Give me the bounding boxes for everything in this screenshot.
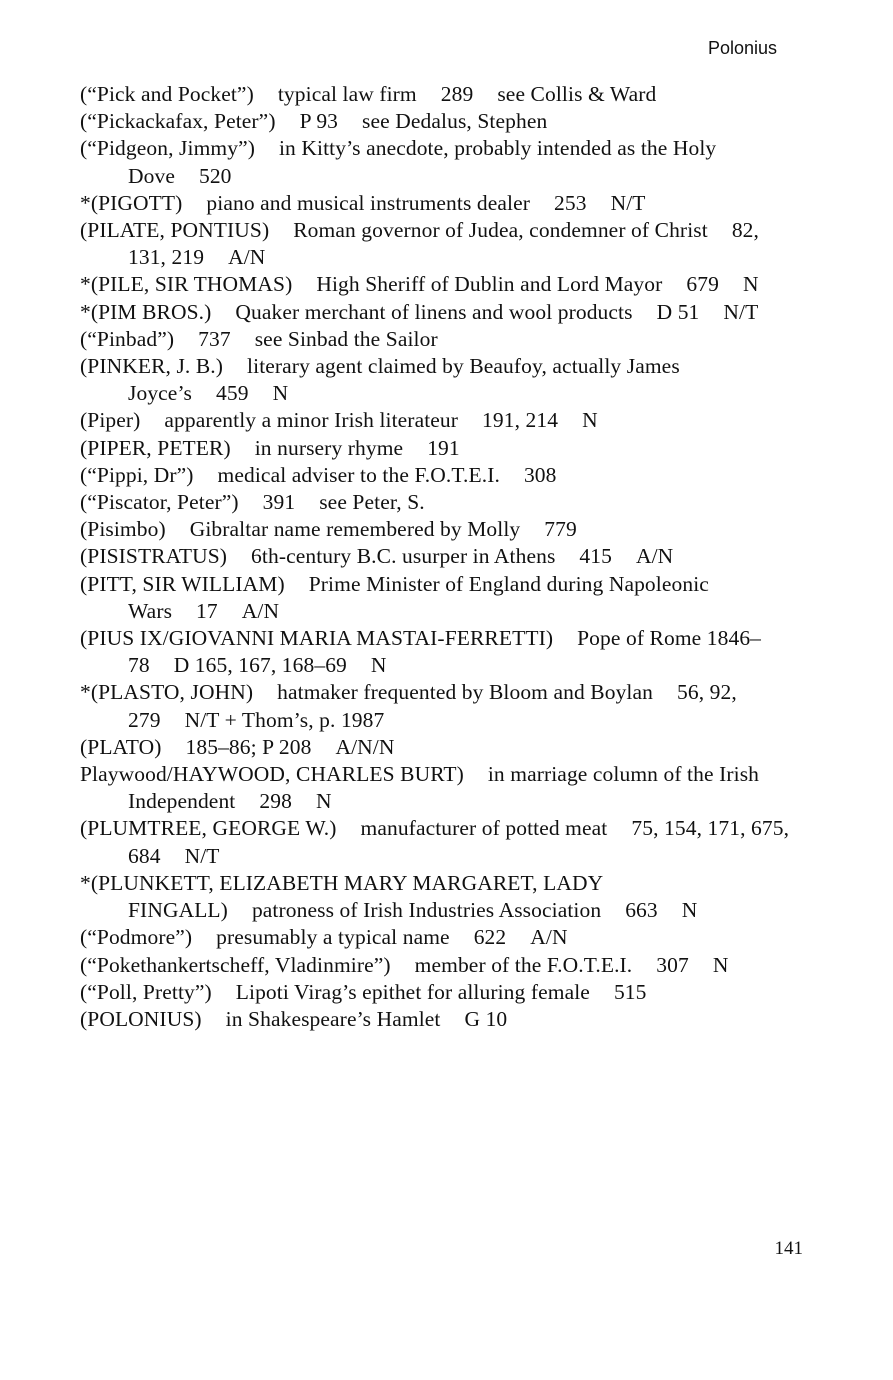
- entry-description: 737: [198, 326, 231, 351]
- entry-heading: (PILATE, PONTIUS): [80, 218, 270, 243]
- index-entry: [80, 353, 790, 407]
- entry-note: N: [712, 952, 729, 977]
- entry-reference: 75, 154, 171, 675, 684: [128, 816, 790, 868]
- entry-reference: 17: [196, 598, 218, 623]
- entry-reference: see Peter, S.: [319, 490, 425, 515]
- entry-reference: 253: [554, 190, 587, 215]
- entry-note: see Collis & Ward: [497, 82, 657, 106]
- entry-heading: Playwood/HAYWOOD, CHARLES BURT): [80, 762, 464, 787]
- entry-note: N/T: [723, 299, 759, 324]
- index-entry: [80, 299, 790, 326]
- entry-description: member of the F.O.T.E.I.: [414, 952, 633, 977]
- entry-heading: (PISISTRATUS): [80, 544, 228, 569]
- entry-description: 185–86; P 208: [185, 734, 312, 759]
- entry-heading: (PIPER, PETER): [80, 435, 231, 460]
- entry-note: N/T: [610, 190, 646, 215]
- index-entry: [80, 679, 790, 733]
- entry-description: 6th-century B.C. usurper in Athens: [251, 544, 556, 569]
- entry-reference: 82, 131, 219: [128, 218, 759, 270]
- entry-heading: (Piper): [80, 408, 141, 433]
- index-entry: [80, 924, 790, 951]
- entry-heading: *(PIGOTT): [80, 190, 183, 215]
- entry-description: in Shakespeare’s Hamlet: [225, 1006, 441, 1031]
- entry-note: A/N: [228, 245, 266, 270]
- entry-heading: (“Pinbad”): [80, 326, 175, 351]
- index-entry: [80, 761, 790, 815]
- entry-note: N/T: [184, 843, 220, 868]
- entry-reference: see Sinbad the Sailor: [254, 326, 438, 351]
- entry-heading: (Pisimbo): [80, 517, 166, 542]
- index-entry: [80, 435, 790, 462]
- entry-note: A/N: [530, 925, 568, 950]
- entry-reference: G 10: [464, 1006, 508, 1031]
- entry-reference: 307: [656, 952, 689, 977]
- entry-heading: (PLATO): [80, 734, 162, 759]
- entry-reference: 56, 92, 279: [128, 680, 737, 732]
- entry-description: literary agent claimed by Beaufoy, actually James Joyce’s: [128, 354, 680, 406]
- index-entry: [80, 571, 790, 625]
- entry-note: N: [742, 272, 759, 297]
- index-entry: [80, 217, 790, 271]
- index-entry: [80, 462, 790, 489]
- index-entry: [80, 870, 790, 924]
- index-entry: [80, 516, 790, 543]
- index-entry: [80, 625, 790, 679]
- entry-heading: (POLONIUS): [80, 1006, 202, 1031]
- entry-description: Roman governor of Judea, condemner of Christ: [293, 218, 708, 243]
- entry-heading: (PINKER, J. B.): [80, 354, 224, 379]
- entry-description: P 93: [299, 109, 339, 134]
- entry-reference: 415: [579, 544, 612, 569]
- entry-description: piano and musical instruments dealer: [206, 190, 531, 215]
- entry-reference: D 165, 167, 168–69: [173, 653, 347, 678]
- entry-heading: (PIUS IX/GIOVANNI MARIA MASTAI-FERRETTI): [80, 626, 554, 651]
- index-entry: [80, 1006, 790, 1033]
- entry-reference: 298: [259, 789, 292, 814]
- entry-heading: (“Piscator, Peter”): [80, 490, 239, 515]
- index-entry: [80, 952, 790, 979]
- index-entry: [80, 108, 790, 135]
- entry-note: A/N: [241, 598, 280, 623]
- index-entry: [80, 190, 790, 217]
- index-entry: [80, 489, 790, 516]
- entry-description: medical adviser to the F.O.T.E.I.: [217, 462, 500, 487]
- entry-description: presumably a typical name: [216, 925, 450, 950]
- entry-note: N/T + Thom’s, p. 1987: [184, 707, 385, 732]
- entry-reference: 191: [427, 435, 460, 460]
- entry-reference: 308: [523, 462, 557, 487]
- index-entry: [80, 734, 790, 761]
- entry-note: N: [370, 653, 387, 678]
- index-entry: [80, 407, 790, 434]
- entry-heading: (“Podmore”): [80, 925, 193, 950]
- index-entry: [80, 135, 790, 189]
- entry-heading: *(PIM BROS.): [80, 299, 212, 324]
- entry-heading: (“Pippi, Dr”): [80, 462, 194, 487]
- entry-description: patroness of Irish Industries Association: [251, 898, 602, 923]
- index-entries: [80, 81, 790, 1033]
- entry-description: Lipoti Virag’s epithet for alluring female: [235, 979, 590, 1004]
- entry-description: in marriage column of the Irish Independent: [128, 762, 760, 814]
- entry-reference: 515: [613, 979, 647, 1004]
- entry-heading: (“Pickackafax, Peter”): [80, 109, 276, 134]
- entry-reference: 289: [440, 82, 474, 106]
- entry-heading: *(PILE, SIR THOMAS): [80, 272, 293, 297]
- entry-reference: 679: [686, 272, 719, 297]
- entry-heading: *(PLASTO, JOHN): [80, 680, 254, 705]
- entry-heading: (“Pick and Pocket”): [80, 82, 254, 106]
- page-number: 141: [774, 1238, 803, 1259]
- entry-description: in nursery rhyme: [254, 435, 404, 460]
- entry-description: manufacturer of potted meat: [360, 816, 608, 841]
- entry-description: apparently a minor Irish literateur: [164, 408, 459, 433]
- entry-reference: 622: [473, 925, 507, 950]
- entry-reference: 663: [625, 898, 658, 923]
- entry-note: N: [582, 408, 598, 433]
- entry-heading: (“Pokethankertscheff, Vladinmire”): [80, 952, 391, 977]
- index-entry: [80, 271, 790, 298]
- entry-description: Prime Minister of England during Napoleonic Wars: [128, 571, 709, 623]
- entry-description: 391: [262, 490, 296, 515]
- entry-description: Quaker merchant of linens and wool products: [235, 299, 633, 324]
- entry-note: A/N: [635, 544, 674, 569]
- entry-note: N: [315, 789, 332, 814]
- entry-description: Gibraltar name remembered by Molly: [189, 517, 521, 542]
- entry-reference: 459: [216, 381, 249, 406]
- entry-note: N: [681, 898, 698, 923]
- entry-heading: (“Pidgeon, Jimmy”): [80, 136, 255, 161]
- entry-reference: see Dedalus, Stephen: [362, 109, 548, 134]
- entry-reference: 520: [198, 163, 232, 188]
- index-entry: [80, 543, 790, 570]
- index-entry: [80, 815, 790, 869]
- entry-heading: *(PLUNKETT, ELIZABETH MARY MARGARET, LADY FINGALL): [80, 870, 603, 923]
- entry-description: in Kitty’s anecdote, probably intended as the Holy Dove: [128, 136, 717, 188]
- entry-reference: 779: [544, 517, 577, 542]
- entry-reference: 191, 214: [482, 408, 559, 433]
- entry-note: N: [272, 381, 289, 406]
- entry-description: High Sheriff of Dublin and Lord Mayor: [316, 272, 663, 297]
- running-head: Polonius: [707, 38, 777, 58]
- entry-heading: (PITT, SIR WILLIAM): [80, 571, 285, 596]
- entry-description: hatmaker frequented by Bloom and Boylan: [277, 680, 653, 705]
- entry-description: Pope of Rome 1846–78: [128, 626, 762, 678]
- entry-heading: (“Poll, Pretty”): [80, 979, 212, 1004]
- entry-reference: D 51: [656, 299, 700, 324]
- index-entry: [80, 979, 790, 1006]
- index-entry: [80, 81, 790, 108]
- entry-heading: (PLUMTREE, GEORGE W.): [80, 816, 337, 841]
- entry-description: typical law firm: [277, 82, 417, 106]
- entry-reference: A/N/N: [335, 734, 395, 759]
- index-entry: [80, 326, 790, 353]
